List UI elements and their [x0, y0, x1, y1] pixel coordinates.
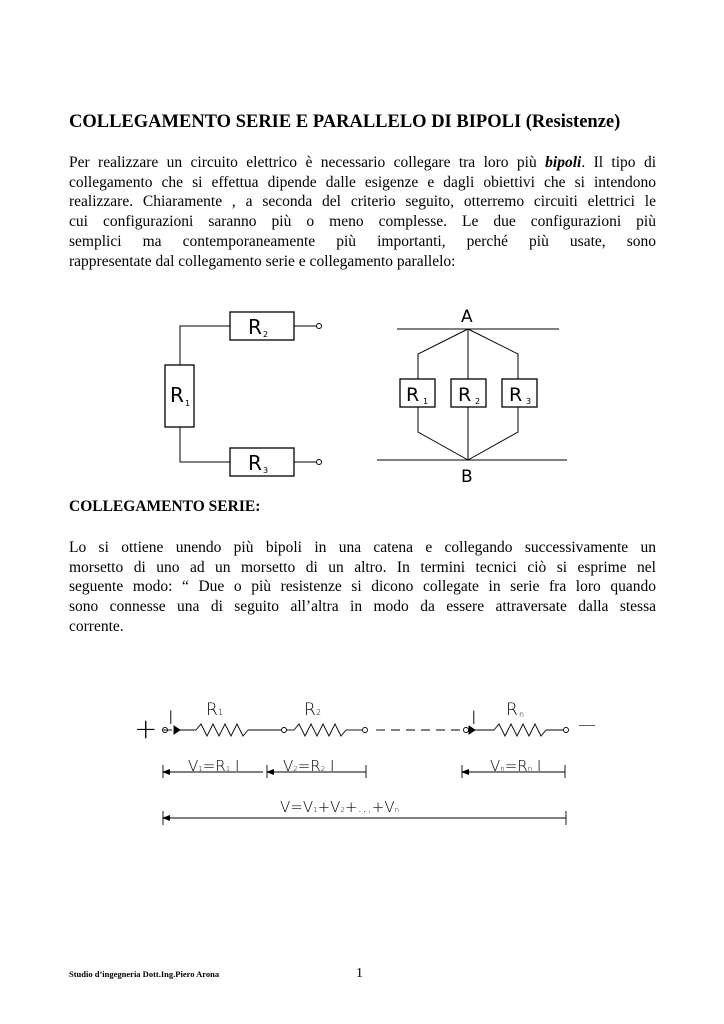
current-label-1: I	[168, 707, 174, 729]
body-line: corrente.	[69, 617, 124, 635]
footer-author: Studio d’ingegneria Dott.Ing.Piero Arona	[69, 969, 220, 979]
voltage-v2-formula: V2=R2 I	[283, 757, 335, 775]
node-a-label: A	[461, 307, 473, 327]
intro-paragraph	[69, 153, 656, 271]
series-r3-label: R	[248, 451, 262, 475]
intro-line: Per realizzare un circuito elettrico è necessario collegare tra loro più bipoli. Il tipo di	[69, 154, 656, 171]
series-r3-subscript: 3	[263, 466, 269, 475]
emphasis-bipoli: bipoli	[545, 154, 582, 171]
parallel-r2-subscript: 2	[475, 397, 481, 406]
total-voltage-formula: V=V1+V2+...+Vn	[280, 798, 400, 816]
intro-line: realizzare. Chiaramente , a seconda del criterio seguito, otterremo circuiti elettrici le	[69, 193, 656, 211]
intro-line: semplici ma contemporaneamente più importanti, perché più usate, sono	[69, 232, 656, 250]
intro-line: collegamento che si effettua dipende dalle esigenze e dagli obiettivi che si intendono	[69, 173, 656, 191]
parallel-r1-label: R	[406, 384, 420, 406]
minus-terminal-label: —	[578, 714, 596, 735]
page-title: COLLEGAMENTO SERIE E PARALLELO DI BIPOLI (Resistenze)	[69, 112, 621, 132]
chain-r1-label: R	[206, 700, 218, 720]
body-line: Lo si ottiene unendo più bipoli in una catena e collegando successivamente un	[69, 539, 656, 556]
parallel-r3-subscript: 3	[526, 397, 532, 406]
series-r2-subscript: 2	[263, 330, 269, 339]
parallel-r1-subscript: 1	[423, 397, 429, 406]
series-r2-label: R	[248, 315, 262, 339]
series-circuit-diagram	[150, 290, 330, 490]
node-b-label: B	[461, 467, 473, 487]
body-paragraph	[69, 538, 656, 637]
voltage-vn-formula: Vn=Rn I	[490, 757, 542, 775]
series-chain-diagram	[130, 690, 610, 830]
chain-rn-label: R	[506, 700, 518, 720]
page-number: 1	[356, 966, 363, 981]
plus-terminal-label: +	[134, 712, 158, 745]
chain-r2-subscript: 2	[316, 708, 322, 717]
body-line: sono connesse una di seguito all’altra in modo da essere attraversate dalla stessa	[69, 598, 656, 616]
body-line: morsetto di uno ad un morsetto di un altro. In termini tecnici ciò si esprime nel	[69, 558, 656, 576]
chain-r1-subscript: 1	[218, 708, 224, 717]
section-heading: COLLEGAMENTO SERIE:	[69, 498, 261, 515]
intro-line: cui configurazioni saranno più o meno complesse. Le due configurazioni più	[69, 213, 656, 231]
parallel-circuit-diagram	[375, 300, 575, 490]
intro-line: rappresentate dal collegamento serie e collegamento parallelo:	[69, 252, 456, 270]
body-line: seguente modo: “ Due o più resistenze si dicono collegate in serie fra loro quando	[69, 578, 656, 596]
current-label-n: I	[471, 707, 477, 729]
parallel-r3-label: R	[509, 384, 523, 406]
parallel-r2-label: R	[458, 384, 472, 406]
chain-r2-label: R	[304, 700, 316, 720]
series-r1-subscript: 1	[185, 399, 191, 408]
voltage-v1-formula: V1=R1 I	[188, 757, 240, 775]
chain-rn-subscript: n	[519, 710, 525, 719]
series-r1-label: R	[170, 383, 184, 407]
